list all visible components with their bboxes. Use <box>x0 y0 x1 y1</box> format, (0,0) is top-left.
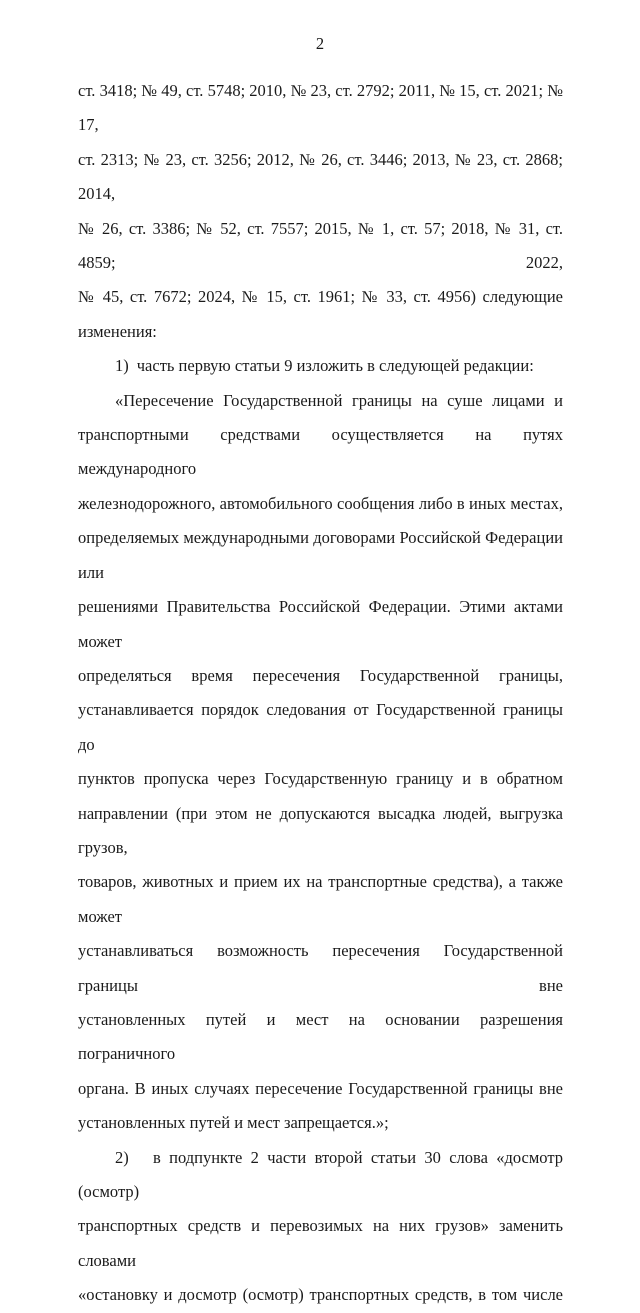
citations-line: № 45, ст. 7672; 2024, № 15, ст. 1961; № 33, ст. 4956) следующие изменения: <box>78 287 563 341</box>
quoted-text-line: направлении (при этом не допускаются высадка людей, выгрузка грузов, <box>78 803 563 857</box>
quoted-text-line: «Пересечение Государственной границы на суше лицами и <box>115 390 563 410</box>
quoted-text-line: транспортными средствами осуществляется на путях международного <box>78 425 563 479</box>
quoted-text-line: пунктов пропуска через Государственную границу и в обратном <box>78 769 563 789</box>
quoted-text-line: товаров, животных и прием их на транспортные средства), а также может <box>78 872 563 926</box>
citations-line: ст. 2313; № 23, ст. 3256; 2012, № 26, ст. 3446; 2013, № 23, ст. 2868; 2014, <box>78 149 563 204</box>
quoted-text-line: установленных путей и мест запрещается.»; <box>78 1113 389 1133</box>
quoted-text-line: железнодорожного, автомобильного сообщения либо в иных местах, <box>78 493 563 513</box>
list-item-2 <box>78 1141 563 1210</box>
list-item-number: 2) <box>115 1147 129 1167</box>
citations-line: ст. 3418; № 49, ст. 5748; 2010, № 23, ст. 2792; 2011, № 15, ст. 2021; № 17, <box>78 81 563 135</box>
quoted-text-line: определяемых международными договорами Российской Федерации или <box>78 528 563 582</box>
quoted-text-line: установленных путей и мест на основании разрешения пограничного <box>78 1009 563 1064</box>
list-item-1 <box>78 349 563 383</box>
list-item-number: 1) <box>115 356 129 376</box>
page-number: 2 <box>315 34 325 53</box>
quoted-text-line: определяться время пересечения Государственной границы, <box>78 665 563 685</box>
citations-line: № 26, ст. 3386; № 52, ст. 7557; 2015, № 1, ст. 57; 2018, № 31, ст. 4859; 2022, <box>78 218 563 273</box>
document-body <box>78 74 563 1313</box>
quoted-text-line: устанавливаться возможность пересечения Государственной границы вне <box>78 941 563 995</box>
list-item-text: в подпункте 2 части второй статьи 30 слова «досмотр (осмотр) <box>78 1147 563 1201</box>
quoted-text-line: решениями Правительства Российской Федерации. Этими актами может <box>78 597 563 651</box>
quoted-text-line: органа. В иных случаях пересечение Государственной границы вне <box>78 1078 563 1098</box>
list-item-text: часть первую статьи 9 изложить в следующей редакции: <box>136 356 534 376</box>
list-item-text-line: транспортных средств и перевозимых на них грузов» заменить словами <box>78 1216 563 1270</box>
quoted-text-line: устанавливается порядок следования от Государственной границы до <box>78 700 563 754</box>
list-item-text-line: «остановку и досмотр (осмотр) транспортных средств, в том числе <box>78 1285 563 1305</box>
